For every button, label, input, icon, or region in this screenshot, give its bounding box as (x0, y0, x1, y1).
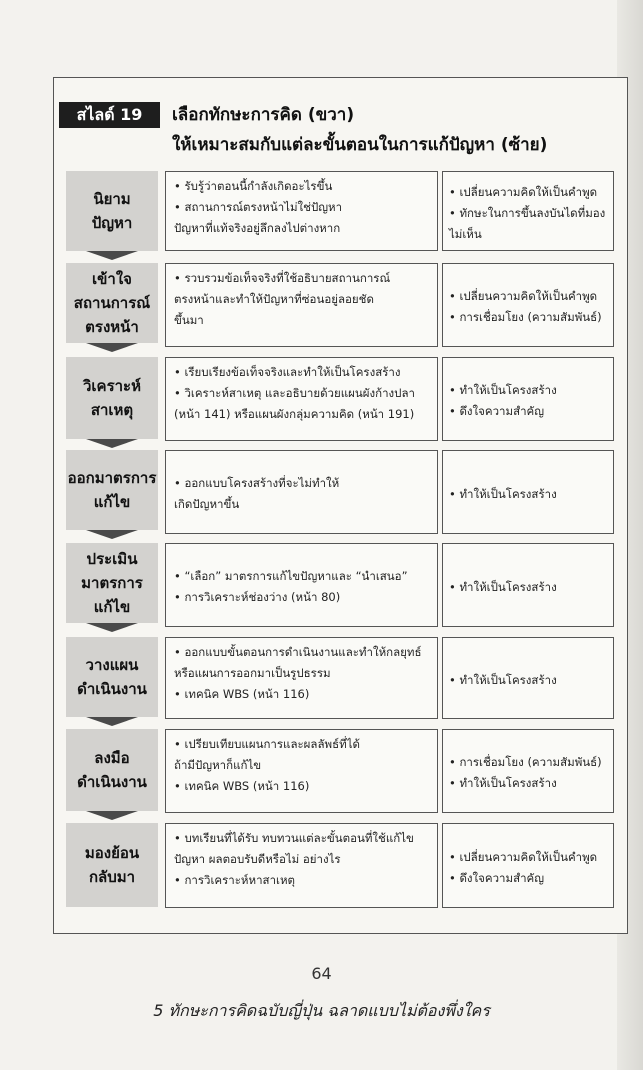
skill-line: • ทักษะในการขึ้นลงบันไดที่มอง (449, 205, 606, 220)
step-label-line: ลงมือ (94, 749, 130, 767)
content-line: • วิเคราะห์สาเหตุ และอธิบายด้วยแผนผังก้างปลา (174, 386, 415, 400)
step-label (66, 729, 158, 811)
skill-line: • การเชื่อมโยง (ความสัมพันธ์) (449, 310, 602, 324)
content-box (165, 637, 438, 719)
skill-line: • เปลี่ยนความคิดให้เป็นคำพูด (449, 849, 598, 864)
step-label-line: ตรงหน้า (85, 318, 139, 336)
content-line: ขึ้นมา (174, 313, 204, 327)
step-label (66, 450, 158, 530)
down-arrow-icon (86, 623, 138, 632)
slide-title-line-1: เลือกทักษะการคิด (ขวา) (172, 105, 355, 125)
skill-line: • เปลี่ยนความคิดให้เป็นคำพูด (449, 289, 598, 303)
step-label (66, 171, 158, 251)
content-line: ตรงหน้าและทำให้ปัญหาที่ซ่อนอยู่ลอยชัด (174, 292, 374, 306)
down-arrow-icon (86, 343, 138, 352)
skills-box (442, 543, 614, 627)
content-box (165, 450, 438, 534)
content-line: • “เลือก” มาตรการแก้ไขปัญหาและ “นำเสนอ” (174, 569, 408, 583)
content-line: หรือแผนการออกมาเป็นรูปธรรม (174, 666, 331, 680)
step-label (66, 823, 158, 907)
step-label (66, 543, 158, 623)
content-box (165, 357, 438, 441)
content-line: • เทคนิค WBS (หน้า 116) (174, 687, 310, 701)
skill-line: • เปลี่ยนความคิดให้เป็นคำพูด (449, 184, 598, 199)
step-label-line: วิเคราะห์ (82, 377, 141, 395)
step-label-line: แก้ไข (93, 493, 131, 511)
content-box (165, 543, 438, 627)
content-line: • การวิเคราะห์ช่องว่าง (หน้า 80) (174, 590, 341, 604)
step-label (66, 263, 158, 343)
content-line: • รวบรวมข้อเท็จจริงที่ใช้อธิบายสถานการณ์ (174, 271, 391, 285)
content-box (165, 263, 438, 347)
skills-box (442, 357, 614, 441)
step-label-line: กลับมา (88, 868, 136, 886)
step-label-line: ดำเนินงาน (77, 773, 147, 791)
skill-line: • ทำให้เป็นโครงสร้าง (449, 579, 557, 594)
content-line: • ออกแบบขั้นตอนการดำเนินงานและทำให้กลยุทธ์ (174, 645, 422, 659)
step-label (66, 637, 158, 717)
step-label-line: แก้ไข (93, 598, 131, 616)
skill-line: • ทำให้เป็นโครงสร้าง (449, 486, 557, 501)
step-label-line: สาเหตุ (90, 401, 134, 419)
step-label-line: มองย้อน (84, 844, 140, 862)
skills-box (442, 263, 614, 347)
skill-line: • ทำให้เป็นโครงสร้าง (449, 383, 557, 397)
down-arrow-icon (86, 439, 138, 448)
step-label-line: ดำเนินงาน (77, 680, 147, 698)
content-line: • การวิเคราะห์หาสาเหตุ (174, 873, 296, 887)
down-arrow-icon (86, 251, 138, 260)
step-label-line: มาตรการ (81, 574, 143, 592)
content-line: ถ้ามีปัญหาก็แก้ไข (174, 758, 262, 772)
content-line: • ออกแบบโครงสร้างที่จะไม่ทำให้ (174, 476, 340, 490)
content-line: • บทเรียนที่ได้รับ ทบทวนแต่ละขั้นตอนที่ใช้แก้ไข (174, 831, 414, 845)
step-label-line: เข้าใจ (92, 270, 132, 288)
skill-line: • การเชื่อมโยง (ความสัมพันธ์) (449, 755, 602, 769)
content-line: • รับรู้ว่าตอนนี้กำลังเกิดอะไรขึ้น (174, 179, 333, 193)
step-label-line: ปัญหา (91, 214, 133, 232)
content-box (165, 729, 438, 813)
step-label-line: ออกมาตรการ (67, 469, 157, 487)
page-number: 64 (311, 964, 332, 983)
down-arrow-icon (86, 530, 138, 539)
content-box (165, 171, 438, 251)
step-label-line: สถานการณ์ (73, 294, 151, 312)
content-line: (หน้า 141) หรือแผนผังกลุ่มความคิด (หน้า 191) (174, 407, 415, 421)
skills-box (442, 171, 614, 251)
content-line: ปัญหา ผลตอบรับดีหรือไม่ อย่างไร (174, 852, 341, 866)
step-label-line: ประเมิน (86, 550, 138, 568)
skills-box (442, 450, 614, 534)
content-line: • สถานการณ์ตรงหน้าไม่ใช่ปัญหา (174, 200, 343, 214)
book-title: 5 ทักษะการคิดฉบับญี่ปุ่น ฉลาดแบบไม่ต้องพึ่งใคร (153, 1001, 490, 1020)
skills-box (442, 637, 614, 719)
skill-line: • ทำให้เป็นโครงสร้าง (449, 776, 557, 790)
content-line: ปัญหาที่แท้จริงอยู่ลึกลงไปต่างหาก (174, 221, 341, 235)
step-label-line: วางแผน (85, 656, 139, 674)
skills-box (442, 729, 614, 813)
slide-title-line-2: ให้เหมาะสมกับแต่ละขั้นตอนในการแก้ปัญหา (ซ้าย) (172, 135, 548, 155)
content-line: • เทคนิค WBS (หน้า 116) (174, 779, 310, 793)
slide-badge: สไลด์ 19 (59, 102, 160, 128)
skill-line: • ทำให้เป็นโครงสร้าง (449, 672, 557, 687)
step-label (66, 357, 158, 439)
skill-line: • ดึงใจความสำคัญ (449, 870, 545, 885)
down-arrow-icon (86, 811, 138, 820)
content-box (165, 823, 438, 908)
skills-box (442, 823, 614, 908)
step-label-line: นิยาม (93, 190, 131, 208)
content-line: • เปรียบเทียบแผนการและผลลัพธ์ที่ได้ (174, 737, 360, 751)
content-line: เกิดปัญหาขึ้น (174, 497, 240, 511)
skill-line: • ดึงใจความสำคัญ (449, 404, 545, 418)
skill-line: ไม่เห็น (449, 226, 482, 241)
content-line: • เรียบเรียงข้อเท็จจริงและทำให้เป็นโครงสร้าง (174, 365, 401, 379)
down-arrow-icon (86, 717, 138, 726)
